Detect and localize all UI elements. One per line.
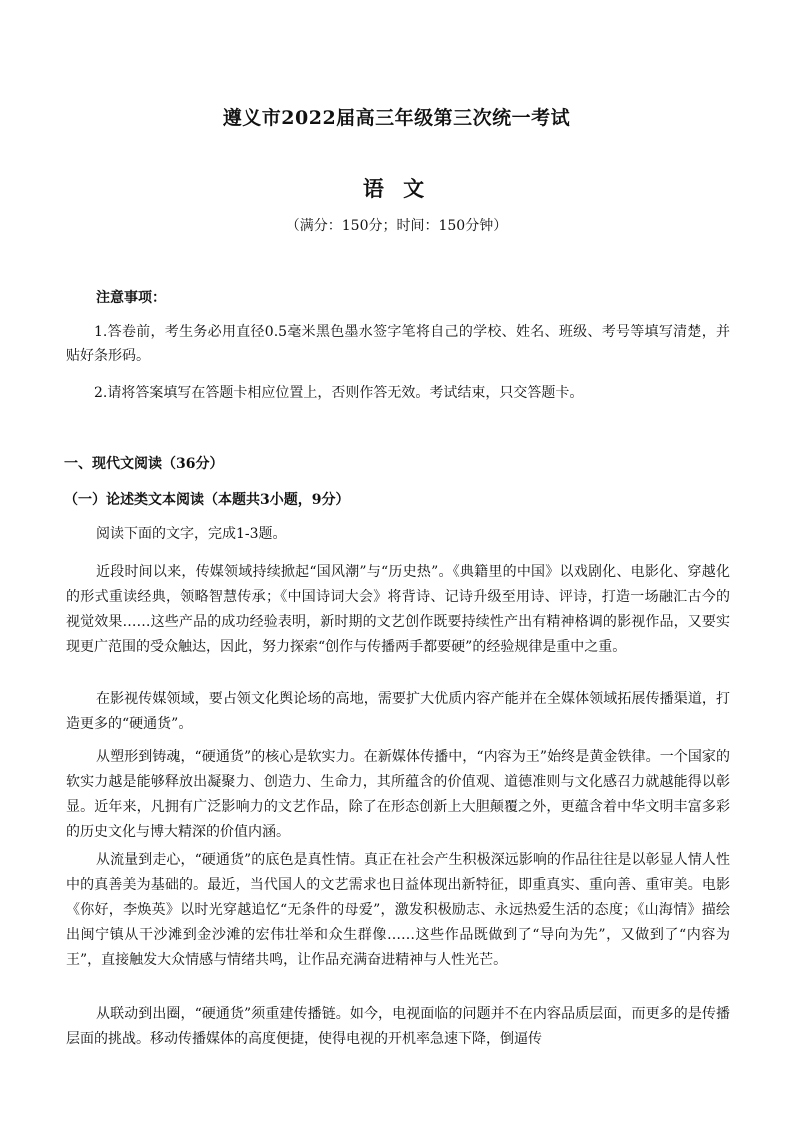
passage-paragraph-4: 从流量到走心，“硬通货”的底色是真性情。真正在社会产生积极深远影响的作品往往是以彰显人情人性中的真善美为基础的。最近，当代国人的文艺需求也日益体现出新特征，即重真实、重向善、重审美。电影《你好，李焕英》以时光穿越追忆“无条件的母爱”，激发积极励志、永远热爱生活的态度；《山海情》描绘出闽宁镇从干沙滩到金沙滩的宏伟壮举和众生群像……这些作品既做到了“导向为先”，又做到了“内容为王”，直接触发大众情感与情绪共鸣，让作品充满奋进精神与人性光芒。 <box>66 852 730 968</box>
passage-paragraph-1: 近段时间以来，传媒领域持续掀起“国风潮”与“历史热”。《典籍里的中国》以戏剧化、电影化、穿越化的形式重读经典，领略智慧传承；《中国诗词大会》将背诗、记诗升级至用诗、评诗，打造一场融汇古今的视觉效果……这些产品的成功经验表明，新时期的文艺创作既要持续性产出有精神格调的影视作品，又要实现更广范围的受众触达，因此，努力探索“创作与传播两手都要硬”的经验规律是重中之重。 <box>66 564 730 655</box>
reading-instruction: 阅读下面的文字，完成1-3题。 <box>96 526 287 542</box>
passage-paragraph-3: 从塑形到铸魂，“硬通货”的核心是软实力。在新媒体传播中，“内容为王”始终是黄金铁律。一个国家的软实力越是能够释放出凝聚力、创造力、生命力，其所蕴含的价值观、道德准则与文化感召力就越能得以彰显。近年来，凡拥有广泛影响力的文艺作品，除了在形态创新上大胆颠覆之外，更蕴含着中华文明丰富多彩的历史文化与博大精深的价值内涵。 <box>66 749 730 840</box>
notice-item-2: 2.请将答案填写在答题卡相应位置上，否则作答无效。考试结束，只交答题卡。 <box>94 385 584 401</box>
score-time-line: （满分：150分；时间：150分钟） <box>285 218 508 234</box>
notice-heading: 注意事项： <box>96 290 166 306</box>
subject-title: 语 文 <box>362 176 431 201</box>
exam-title: 遵义市2022届高三年级第三次统一考试 <box>222 107 571 129</box>
passage-paragraph-2: 在影视传媒领域，要占领文化舆论场的高地，需要扩大优质内容产能并在全媒体领域拓展传播渠道，打造更多的“硬通货”。 <box>66 691 730 732</box>
subsection-heading: （一）论述类文本阅读（本题共3小题，9分） <box>64 492 350 508</box>
section-heading: 一、现代文阅读（36分） <box>64 456 224 472</box>
notice-item-1: 1.答卷前，考生务必用直径0.5毫米黑色墨水签字笔将自己的学校、姓名、班级、考号等填写清楚，并贴好条形码。 <box>66 324 730 364</box>
passage-paragraph-5: 从联动到出圈，“硬通货”须重建传播链。如今，电视面临的问题并不在内容品质层面，而更多的是传播层面的挑战。移动传播媒体的高度便捷，使得电视的开机率急速下降，倒逼传 <box>66 1006 730 1047</box>
